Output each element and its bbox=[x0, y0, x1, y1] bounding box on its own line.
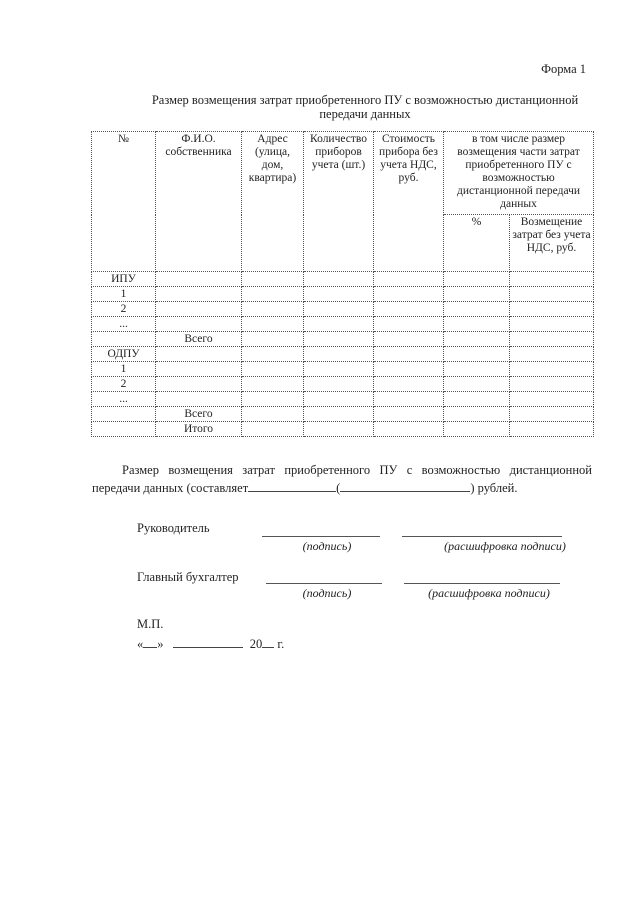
table-cell[interactable]: Итого bbox=[156, 422, 242, 437]
table-cell[interactable] bbox=[304, 377, 374, 392]
date-line bbox=[137, 635, 284, 652]
table-cell[interactable] bbox=[510, 347, 594, 362]
table-cell[interactable] bbox=[92, 332, 156, 347]
date-year-blank[interactable] bbox=[262, 635, 274, 648]
table-cell[interactable]: 2 bbox=[92, 377, 156, 392]
table-cell[interactable] bbox=[304, 392, 374, 407]
table-cell[interactable] bbox=[242, 287, 304, 302]
table-cell[interactable] bbox=[444, 332, 510, 347]
table-cell[interactable] bbox=[156, 347, 242, 362]
director-signature-line[interactable] bbox=[262, 536, 380, 537]
table-cell[interactable] bbox=[444, 272, 510, 287]
date-month-blank[interactable] bbox=[173, 635, 243, 648]
form-number-label: Форма 1 bbox=[541, 62, 586, 76]
table-cell[interactable] bbox=[510, 302, 594, 317]
table-cell[interactable] bbox=[510, 422, 594, 437]
amount-open-paren: ( bbox=[336, 481, 341, 495]
table-cell[interactable] bbox=[242, 407, 304, 422]
table-cell[interactable] bbox=[510, 407, 594, 422]
accountant-signature-caption: (подпись) bbox=[302, 586, 352, 600]
table-row bbox=[92, 332, 594, 347]
table-cell[interactable] bbox=[156, 287, 242, 302]
table-cell[interactable] bbox=[444, 392, 510, 407]
table-cell[interactable] bbox=[156, 272, 242, 287]
table-cell[interactable] bbox=[242, 317, 304, 332]
date-year-prefix: 20 bbox=[249, 637, 263, 651]
compensation-table bbox=[91, 131, 594, 437]
table-cell[interactable]: 2 bbox=[92, 302, 156, 317]
table-cell[interactable] bbox=[242, 377, 304, 392]
table-cell[interactable] bbox=[444, 302, 510, 317]
table-cell[interactable] bbox=[304, 422, 374, 437]
table-cell[interactable] bbox=[304, 317, 374, 332]
table-cell[interactable] bbox=[510, 362, 594, 377]
table-row bbox=[92, 362, 594, 377]
amount-paragraph-text: Размер возмещения затрат приобретенного ПУ с возможностью дистанционной передачи данных (составляет bbox=[92, 463, 592, 495]
director-signature-caption: (подпись) bbox=[302, 539, 352, 553]
table-cell[interactable] bbox=[242, 347, 304, 362]
table-cell[interactable] bbox=[510, 287, 594, 302]
table-cell[interactable] bbox=[374, 422, 444, 437]
table-cell[interactable] bbox=[374, 377, 444, 392]
table-row bbox=[92, 347, 594, 362]
table-cell[interactable] bbox=[444, 422, 510, 437]
table-cell[interactable] bbox=[374, 362, 444, 377]
table-cell[interactable] bbox=[304, 332, 374, 347]
director-label: Руководитель bbox=[137, 521, 210, 535]
accountant-name-line[interactable] bbox=[404, 583, 560, 584]
table-cell[interactable] bbox=[510, 377, 594, 392]
table-cell[interactable] bbox=[304, 272, 374, 287]
table-cell[interactable] bbox=[156, 302, 242, 317]
table-cell[interactable] bbox=[304, 362, 374, 377]
header-percent: % bbox=[444, 215, 510, 272]
table-cell[interactable]: Всего bbox=[156, 332, 242, 347]
table-row bbox=[92, 392, 594, 407]
table-cell[interactable] bbox=[92, 407, 156, 422]
accountant-label: Главный бухгалтер bbox=[137, 570, 239, 584]
table-cell[interactable]: ... bbox=[92, 317, 156, 332]
table-row bbox=[92, 407, 594, 422]
table-cell[interactable] bbox=[374, 272, 444, 287]
table-cell[interactable]: 1 bbox=[92, 362, 156, 377]
table-cell[interactable] bbox=[242, 272, 304, 287]
table-cell[interactable] bbox=[444, 317, 510, 332]
table-cell[interactable] bbox=[444, 377, 510, 392]
header-owner-name: Ф.И.О. собственника bbox=[156, 132, 242, 272]
table-cell[interactable] bbox=[374, 317, 444, 332]
table-cell[interactable] bbox=[242, 422, 304, 437]
amount-paragraph bbox=[92, 461, 592, 497]
table-cell[interactable] bbox=[304, 287, 374, 302]
header-device-count: Количество приборов учета (шт.) bbox=[304, 132, 374, 272]
director-decode-caption: (расшифровка подписи) bbox=[444, 539, 566, 553]
header-number: № bbox=[92, 132, 156, 272]
table-cell[interactable] bbox=[444, 347, 510, 362]
date-day-blank[interactable] bbox=[143, 635, 157, 648]
accountant-decode-caption: (расшифровка подписи) bbox=[428, 586, 550, 600]
table-cell[interactable] bbox=[156, 392, 242, 407]
table-cell[interactable] bbox=[374, 287, 444, 302]
date-open-quote: « bbox=[137, 637, 144, 651]
table-header-row bbox=[92, 132, 594, 215]
date-year-suffix: г. bbox=[277, 637, 285, 651]
amount-number-blank[interactable] bbox=[248, 479, 336, 492]
table-cell[interactable] bbox=[374, 347, 444, 362]
table-cell[interactable] bbox=[242, 392, 304, 407]
table-cell[interactable] bbox=[156, 362, 242, 377]
table-cell[interactable] bbox=[304, 347, 374, 362]
header-refund: Возмещение затрат без учета НДС, руб. bbox=[510, 215, 594, 272]
table-cell[interactable] bbox=[374, 332, 444, 347]
stamp-place-label: М.П. bbox=[137, 617, 164, 631]
table-row bbox=[92, 377, 594, 392]
table-cell[interactable] bbox=[510, 317, 594, 332]
amount-words-blank[interactable] bbox=[340, 479, 470, 492]
table-cell[interactable] bbox=[156, 317, 242, 332]
table-row bbox=[92, 302, 594, 317]
table-cell[interactable] bbox=[510, 392, 594, 407]
table-cell[interactable] bbox=[444, 407, 510, 422]
table-cell[interactable] bbox=[510, 272, 594, 287]
table-row bbox=[92, 422, 594, 437]
table-cell[interactable]: ОДПУ bbox=[92, 347, 156, 362]
table-cell[interactable] bbox=[242, 362, 304, 377]
table-cell[interactable] bbox=[510, 332, 594, 347]
table-row bbox=[92, 287, 594, 302]
table-cell[interactable]: ... bbox=[92, 392, 156, 407]
header-address: Адрес (улица, дом, квартира) bbox=[242, 132, 304, 272]
header-device-cost: Стоимость прибора без учета НДС, руб. bbox=[374, 132, 444, 272]
table-cell[interactable] bbox=[444, 362, 510, 377]
table-cell[interactable] bbox=[304, 407, 374, 422]
table-cell[interactable] bbox=[374, 392, 444, 407]
amount-close-text: ) рублей. bbox=[470, 481, 518, 495]
table-cell[interactable]: ИПУ bbox=[92, 272, 156, 287]
table-cell[interactable] bbox=[156, 377, 242, 392]
table-cell[interactable] bbox=[92, 422, 156, 437]
table-cell[interactable] bbox=[242, 332, 304, 347]
table-cell[interactable]: Всего bbox=[156, 407, 242, 422]
table-cell[interactable]: 1 bbox=[92, 287, 156, 302]
accountant-signature-line[interactable] bbox=[266, 583, 382, 584]
header-compensation-group: в том числе размер возмещения части затрат приобретенного ПУ с возможностью дистанционной передачи данных bbox=[444, 132, 594, 215]
director-name-line[interactable] bbox=[402, 536, 562, 537]
table-cell[interactable] bbox=[374, 407, 444, 422]
document-title: Размер возмещения затрат приобретенного ПУ с возможностью дистанционной передачи данных bbox=[151, 93, 579, 121]
table-cell[interactable] bbox=[444, 287, 510, 302]
table-row bbox=[92, 272, 594, 287]
table-cell[interactable] bbox=[374, 302, 444, 317]
date-close-quote: » bbox=[157, 637, 164, 651]
table-cell[interactable] bbox=[304, 302, 374, 317]
table-row bbox=[92, 317, 594, 332]
table-cell[interactable] bbox=[242, 302, 304, 317]
